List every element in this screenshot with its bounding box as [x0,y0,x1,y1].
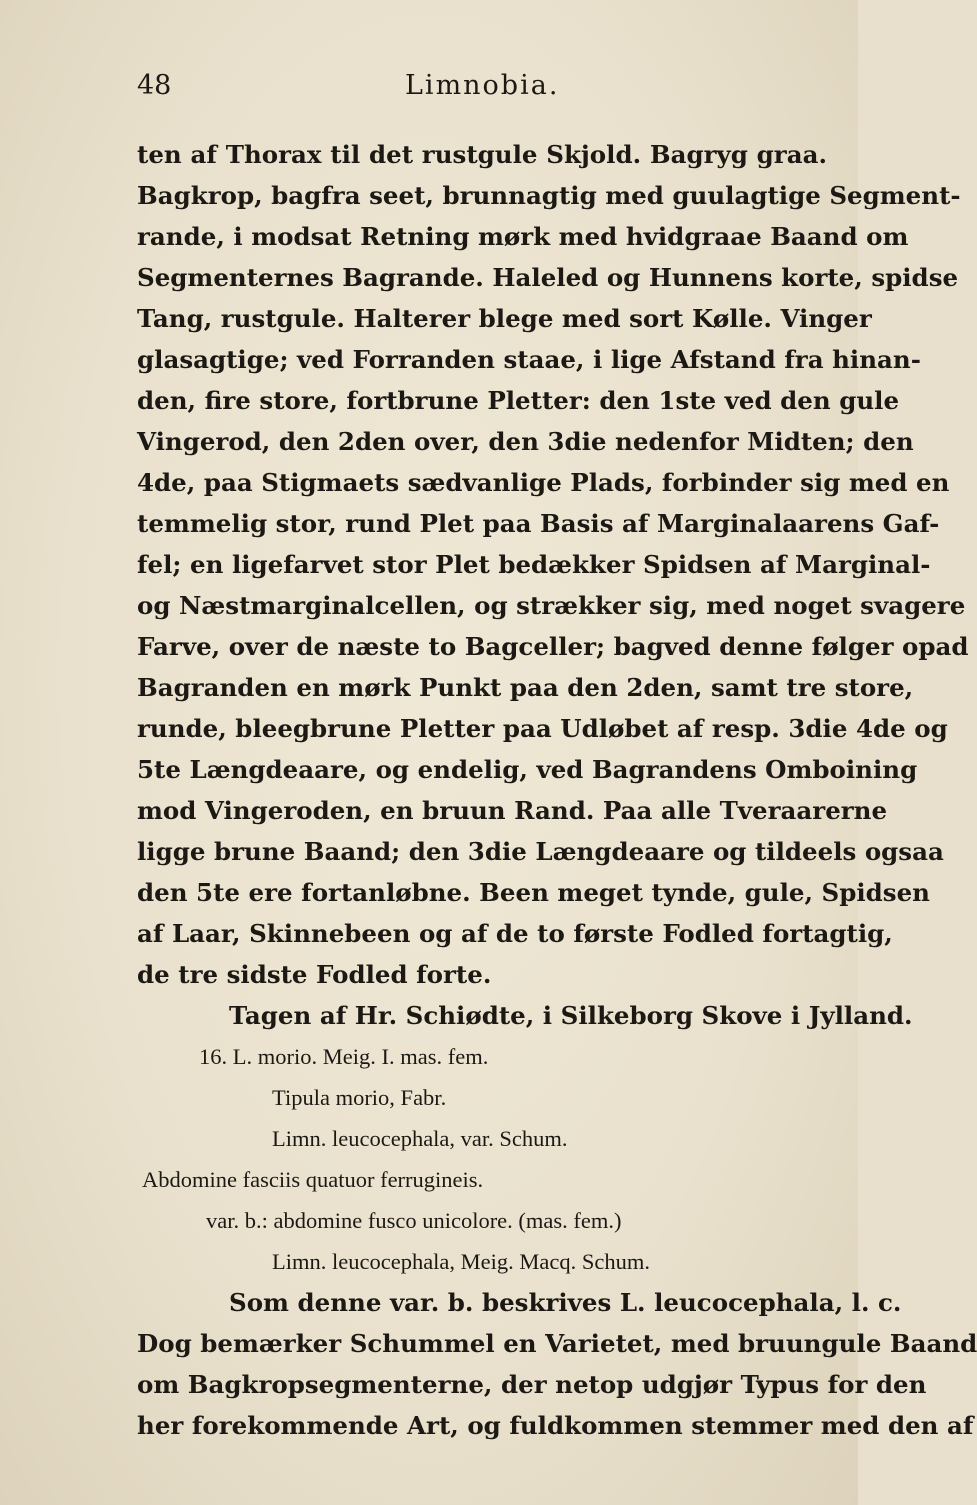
text-line: Bagkrop, bagfra seet, brunnagtig med guulagtige Segment- [137,181,961,210]
variety-line: var. b.: abdomine fusco unicolore. (mas. fem.) [206,1208,622,1233]
synonym-line: Tipula morio, Fabr. [272,1085,447,1110]
diagnosis-line: Abdomine fasciis quatuor ferrugineis. [142,1167,484,1192]
text-line: runde, bleegbrune Pletter paa Udløbet af resp. 3die 4de og [137,714,948,743]
text-line: 5te Længdeaare, og endelig, ved Bagrandens Omboining [137,755,918,784]
text-line: rande, i modsat Retning mørk med hvidgraae Baand om [137,222,909,251]
text-line: Farve, over de næste to Bagceller; bagved denne følger opad [137,632,969,661]
text-line: Bagranden en mørk Punkt paa den 2den, samt tre store, [137,673,914,702]
text-line: og Næstmarginalcellen, og strækker sig, med noget svagere [137,591,966,620]
text-line: Dog bemærker Schummel en Varietet, med bruungule Baand [137,1329,977,1358]
text-line: ten af Thorax til det rustgule Skjold. Bagryg graa. [137,140,827,169]
synonym-line: Limn. leucocephala, var. Schum. [272,1126,568,1151]
text-line: glasagtige; ved Forranden staae, i lige Afstand fra hinan- [137,345,921,374]
text-line: ligge brune Baand; den 3die Længdeaare og tildeels ogsaa [137,837,944,866]
text-line: Tang, rustgule. Halterer blege med sort Kølle. Vinger [137,304,872,333]
text-line: temmelig stor, rund Plet paa Basis af Marginalaarens Gaf- [137,509,940,538]
page-number: 48 [137,70,172,101]
running-title: Limnobia. [405,70,560,101]
text-line: Vingerod, den 2den over, den 3die nedenfor Midten; den [137,427,914,456]
text-line: Som denne var. b. beskrives L. leucocephala, l. c. [229,1288,902,1317]
text-line: den, fire store, fortbrune Pletter: den 1ste ved den gule [137,386,900,415]
page-header [137,70,827,110]
species-heading: 16. L. morio. Meig. I. mas. fem. [199,1044,489,1069]
text-line: Tagen af Hr. Schiødte, i Silkeborg Skove i Jylland. [229,1001,913,1030]
text-line: af Laar, Skinnebeen og af de to første Fodled fortagtig, [137,919,893,948]
text-line: 4de, paa Stigmaets sædvanlige Plads, forbinder sig med en [137,468,950,497]
synonym-line: Limn. leucocephala, Meig. Macq. Schum. [272,1249,651,1274]
text-line: Segmenternes Bagrande. Haleled og Hunnens korte, spidse [137,263,959,292]
text-line: fel; en ligefarvet stor Plet bedækker Spidsen af Marginal- [137,550,931,579]
text-line: den 5te ere fortanløbne. Been meget tynde, gule, Spidsen [137,878,930,907]
text-line: de tre sidste Fodled forte. [137,960,492,989]
text-line: mod Vingeroden, en bruun Rand. Paa alle Tveraarerne [137,796,888,825]
text-line: her forekommende Art, og fuldkommen stemmer med den af [137,1411,974,1440]
text-line: om Bagkropsegmenterne, der netop udgjør Typus for den [137,1370,927,1399]
